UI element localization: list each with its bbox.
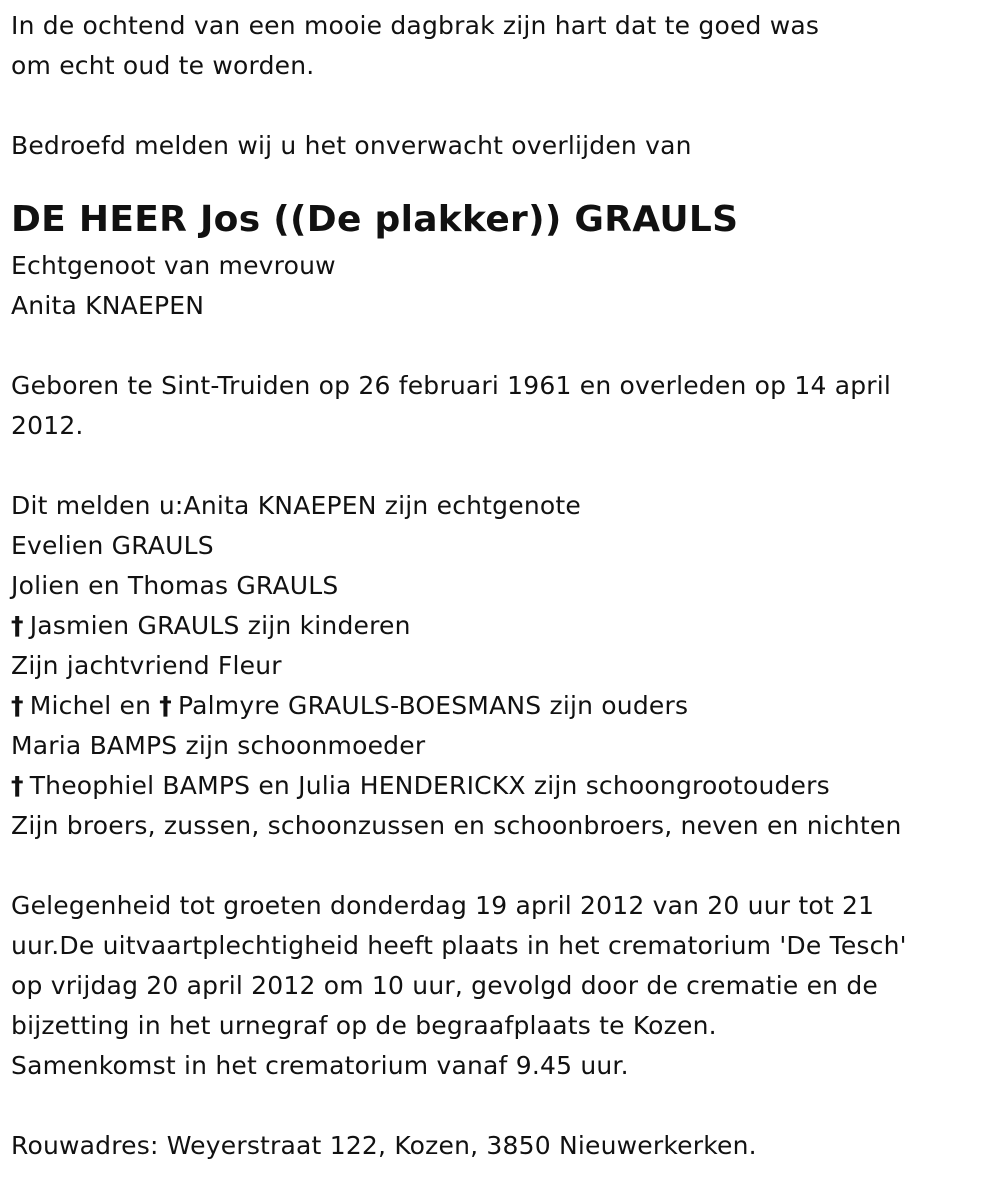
ceremony-line-4: bijzetting in het urnegraf op de begraafplaats te Kozen.: [11, 1011, 717, 1040]
cross-icon: †: [159, 691, 172, 720]
family-line-7: Maria BAMPS zijn schoonmoeder: [11, 731, 426, 760]
ceremony-line-1: Gelegenheid tot groeten donderdag 19 april 2012 van 20 uur tot 21: [11, 891, 875, 920]
spouse-name: Anita KNAEPEN: [11, 291, 205, 320]
spouse-label: Echtgenoot van mevrouw: [11, 251, 336, 280]
family-line-5: Zijn jachtvriend Fleur: [11, 651, 282, 680]
family-line-6: [11, 686, 991, 726]
family-line-4: [11, 606, 991, 646]
ceremony-line-3: op vrijdag 20 april 2012 om 10 uur, gevolgd door de crematie en de: [11, 971, 879, 1000]
mourning-address: Rouwadres: Weyerstraat 122, Kozen, 3850 Nieuwerkerken.: [11, 1131, 757, 1160]
birth-death-line-2: 2012.: [11, 411, 84, 440]
family-line-4-text: Jasmien GRAULS zijn kinderen: [29, 611, 411, 640]
family-line-3: Jolien en Thomas GRAULS: [11, 571, 339, 600]
ceremony-line-2: uur.De uitvaartplechtigheid heeft plaats in het crematorium 'De Tesch': [11, 931, 907, 960]
cross-icon: †: [11, 771, 24, 800]
intro-line-2: om echt oud te worden.: [11, 51, 315, 80]
deceased-name-heading: DE HEER Jos ((De plakker)) GRAULS: [11, 199, 739, 240]
family-line-2: Evelien GRAULS: [11, 531, 214, 560]
family-line-6-text-b: Palmyre GRAULS-BOESMANS zijn ouders: [177, 691, 689, 720]
family-line-9: Zijn broers, zussen, schoonzussen en schoonbroers, neven en nichten: [11, 811, 902, 840]
cross-icon: †: [11, 611, 24, 640]
family-line-1: Dit melden u:Anita KNAEPEN zijn echtgenote: [11, 491, 581, 520]
intro-line-1: In de ochtend van een mooie dagbrak zijn hart dat te goed was: [11, 11, 820, 40]
obituary-document: [11, 6, 991, 1166]
birth-death-line-1: Geboren te Sint-Truiden op 26 februari 1961 en overleden op 14 april: [11, 371, 892, 400]
family-line-8-text: Theophiel BAMPS en Julia HENDERICKX zijn schoongrootouders: [29, 771, 830, 800]
cross-icon: †: [11, 691, 24, 720]
ceremony-line-5: Samenkomst in het crematorium vanaf 9.45 uur.: [11, 1051, 629, 1080]
family-line-6-text-a: Michel en: [29, 691, 152, 720]
family-line-8: [11, 766, 991, 806]
announcement-text: Bedroefd melden wij u het onverwacht overlijden van: [11, 131, 692, 160]
